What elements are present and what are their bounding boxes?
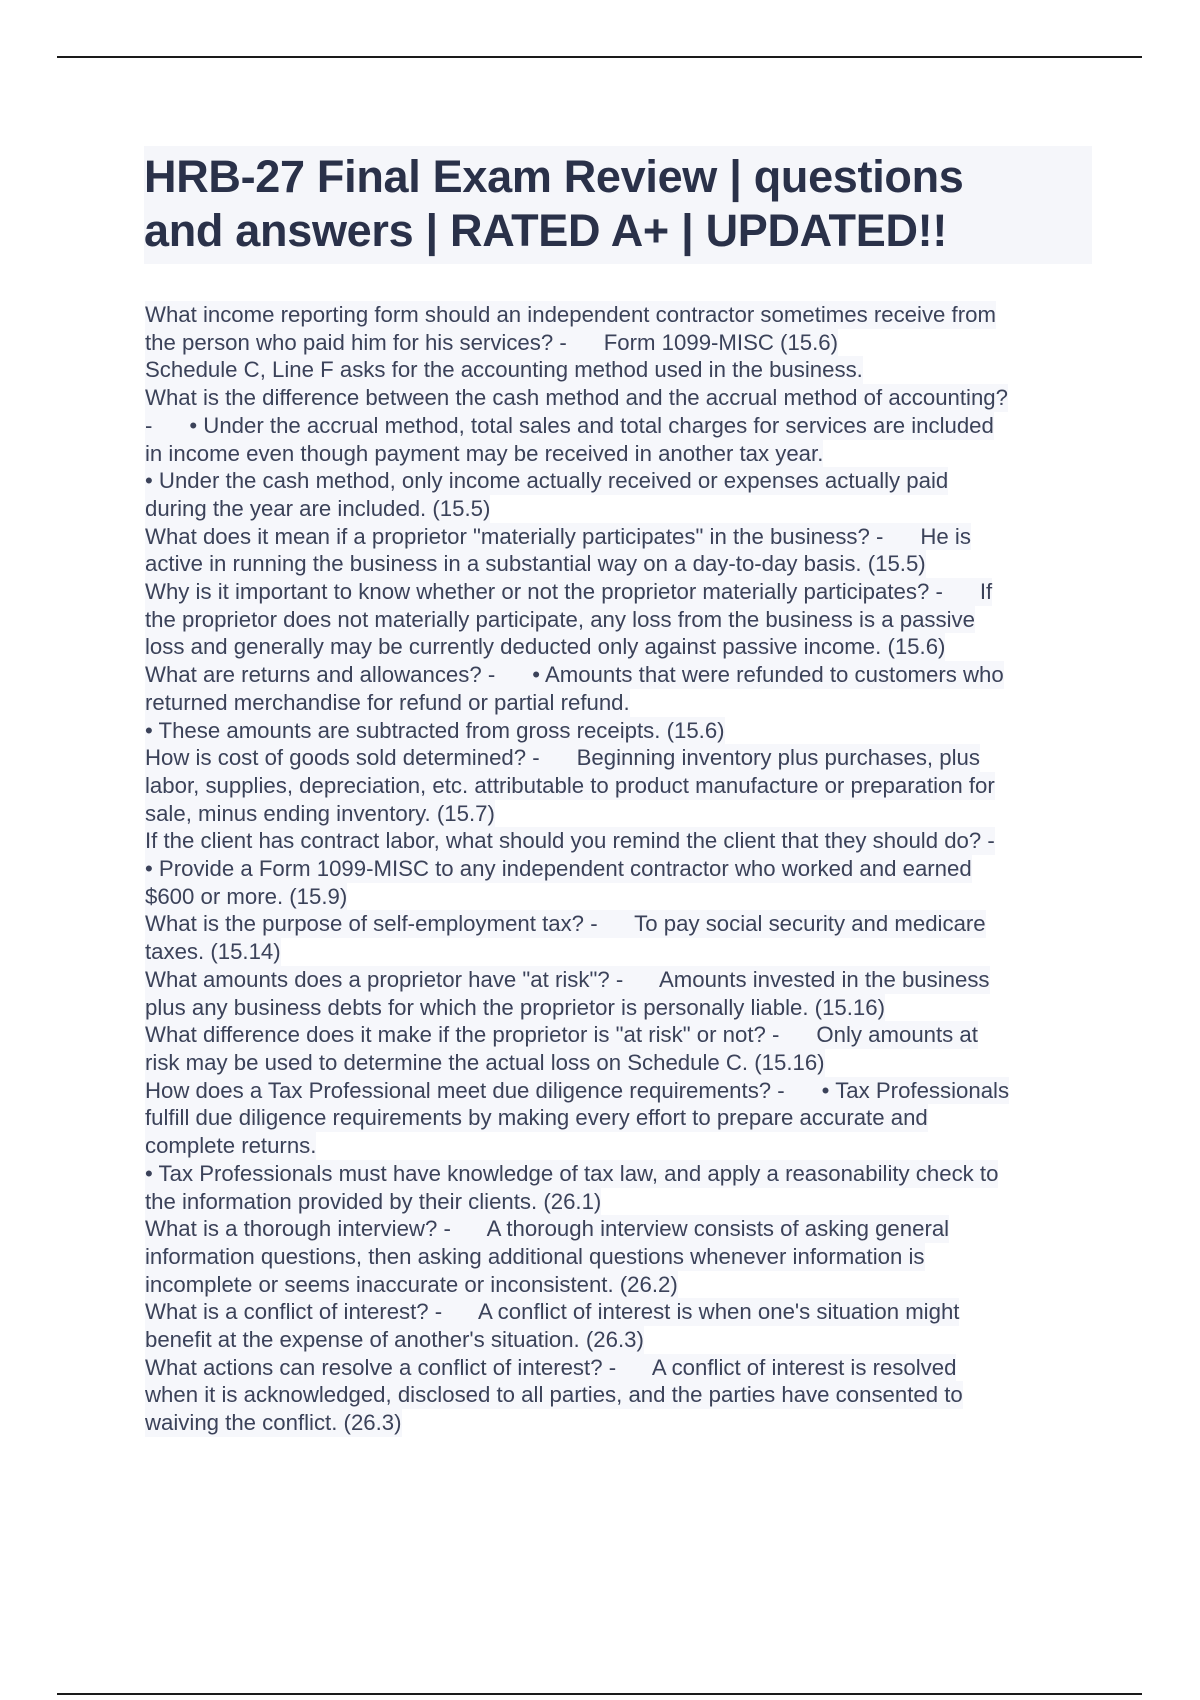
text-line: the person who paid him for his services? - Form 1099-MISC (15.6) — [145, 329, 839, 355]
text-line: What is a thorough interview? - A thorough interview consists of asking general — [145, 1216, 950, 1242]
text-line: What actions can resolve a conflict of interest? - A conflict of interest is resolved — [145, 1354, 957, 1380]
title-line: HRB-27 Final Exam Review | questions — [144, 151, 964, 202]
title-line: and answers | RATED A+ | UPDATED!! — [144, 205, 948, 256]
text-line: labor, supplies, depreciation, etc. attributable to product manufacture or preparation for — [145, 772, 995, 798]
top-rule — [57, 56, 1142, 58]
text-line: waiving the conflict. (26.3) — [145, 1410, 402, 1436]
text-line: taxes. (15.14) — [145, 939, 281, 965]
text-line: benefit at the expense of another's situation. (26.3) — [145, 1327, 644, 1353]
text-line: plus any business debts for which the proprietor is personally liable. (15.16) — [145, 994, 885, 1020]
text-line: How is cost of goods sold determined? - Beginning inventory plus purchases, plus — [145, 745, 980, 771]
text-line: $600 or more. (15.9) — [145, 883, 348, 909]
text-line: What does it mean if a proprietor "materially participates" in the business? - He is — [145, 523, 971, 549]
text-line: when it is acknowledged, disclosed to all parties, and the parties have consented to — [145, 1382, 963, 1408]
text-line: - • Under the accrual method, total sales and total charges for services are included — [145, 412, 994, 438]
text-line: in income even though payment may be received in another tax year. — [145, 440, 824, 466]
text-line: sale, minus ending inventory. (15.7) — [145, 800, 495, 826]
text-line: Why is it important to know whether or not the proprietor materially participates? - If — [145, 579, 993, 605]
text-line: • Tax Professionals must have knowledge of tax law, and apply a reasonability check to — [145, 1160, 999, 1186]
text-line: What is the difference between the cash method and the accrual method of accounting? — [145, 385, 1008, 411]
text-line: the proprietor does not materially participate, any loss from the business is a passive — [145, 606, 975, 632]
title-block — [144, 146, 1092, 264]
text-line: active in running the business in a substantial way on a day-to-day basis. (15.5) — [145, 551, 926, 577]
bottom-rule — [57, 1693, 1142, 1695]
text-line: • Provide a Form 1099-MISC to any independent contractor who worked and earned — [145, 856, 972, 882]
text-line: incomplete or seems inaccurate or inconsistent. (26.2) — [145, 1271, 678, 1297]
text-line: loss and generally may be currently deducted only against passive income. (15.6) — [145, 634, 946, 660]
text-line: How does a Tax Professional meet due diligence requirements? - • Tax Professionals — [145, 1077, 1010, 1103]
text-line: information questions, then asking additional questions whenever information is — [145, 1243, 925, 1269]
text-line: What income reporting form should an independent contractor sometimes receive from — [145, 302, 996, 327]
page-title — [144, 150, 1092, 258]
document-body — [145, 301, 1095, 1437]
text-line: What is the purpose of self-employment tax? - To pay social security and medicare — [145, 911, 986, 937]
text-line: What difference does it make if the proprietor is "at risk" or not? - Only amounts at — [145, 1022, 978, 1048]
text-line: What are returns and allowances? - • Amounts that were refunded to customers who — [145, 662, 1004, 688]
text-line: fulfill due diligence requirements by making every effort to prepare accurate and — [145, 1105, 928, 1131]
text-line: What is a conflict of interest? - A conflict of interest is when one's situation might — [145, 1299, 960, 1325]
text-line: • Under the cash method, only income actually received or expenses actually paid — [145, 468, 949, 494]
text-line: What amounts does a proprietor have "at risk"? - Amounts invested in the business — [145, 966, 990, 992]
text-line: Schedule C, Line F asks for the accounting method used in the business. — [145, 357, 863, 383]
text-line: during the year are included. (15.5) — [145, 495, 491, 521]
text-line: the information provided by their clients. (26.1) — [145, 1188, 602, 1214]
text-line: • These amounts are subtracted from gross receipts. (15.6) — [145, 717, 725, 743]
text-line: complete returns. — [145, 1133, 317, 1159]
text-line: risk may be used to determine the actual loss on Schedule C. (15.16) — [145, 1049, 825, 1075]
text-line: If the client has contract labor, what should you remind the client that they should do? - — [145, 828, 995, 854]
text-line: returned merchandise for refund or partial refund. — [145, 689, 630, 715]
